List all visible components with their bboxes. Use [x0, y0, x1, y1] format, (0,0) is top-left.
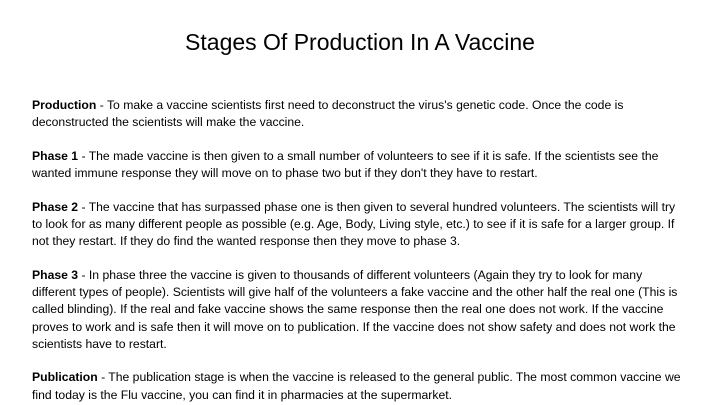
section-term: Phase 3 — [32, 267, 79, 282]
section-phase-3 — [32, 267, 682, 353]
section-phase-2 — [32, 199, 682, 251]
section-text: - The publication stage is when the vaccine is released to the general public. The most common vaccine we find today is the Flu vaccine, you can find it in pharmacies at the supermarket. — [32, 370, 681, 402]
slide-body — [32, 97, 682, 404]
section-text: - In phase three the vaccine is given to thousands of different volunteers (Again they try to look for many different types of people). Scientists will give half of the volunteers a fake vaccine and the other half the real one (This is called blinding). If the real and fake vaccine shows the same response then the real one does not work. If the vaccine proves to work and is safe then it will move on to publication. If the vaccine does not show safety and does not work the scientists have to restart. — [32, 267, 678, 351]
section-text: - The vaccine that has surpassed phase one is then given to several hundred volunteers. The scientists will try to look for as many different people as possible (e.g. Age, Body, Living style, etc.) to see if it is safe for a larger group. If not they restart. If they do find the wanted response then they move to phase 3. — [32, 199, 676, 249]
section-text: - The made vaccine is then given to a small number of volunteers to see if it is safe. If the scientists see the wanted immune response they will move on to phase two but if they don't they have to restart. — [32, 148, 659, 181]
section-term: Phase 2 — [32, 199, 79, 214]
section-publication — [32, 369, 682, 403]
section-text: - To make a vaccine scientists first need to deconstruct the virus's genetic code. Once the code is deconstructed the scientists will make the vaccine. — [32, 98, 624, 130]
section-phase-1 — [32, 148, 682, 182]
slide-title: Stages Of Production In A Vaccine — [185, 29, 535, 55]
section-production — [32, 97, 682, 131]
section-term: Phase 1 — [32, 148, 79, 163]
section-term: Publication — [32, 370, 98, 385]
section-term: Production — [32, 98, 97, 112]
